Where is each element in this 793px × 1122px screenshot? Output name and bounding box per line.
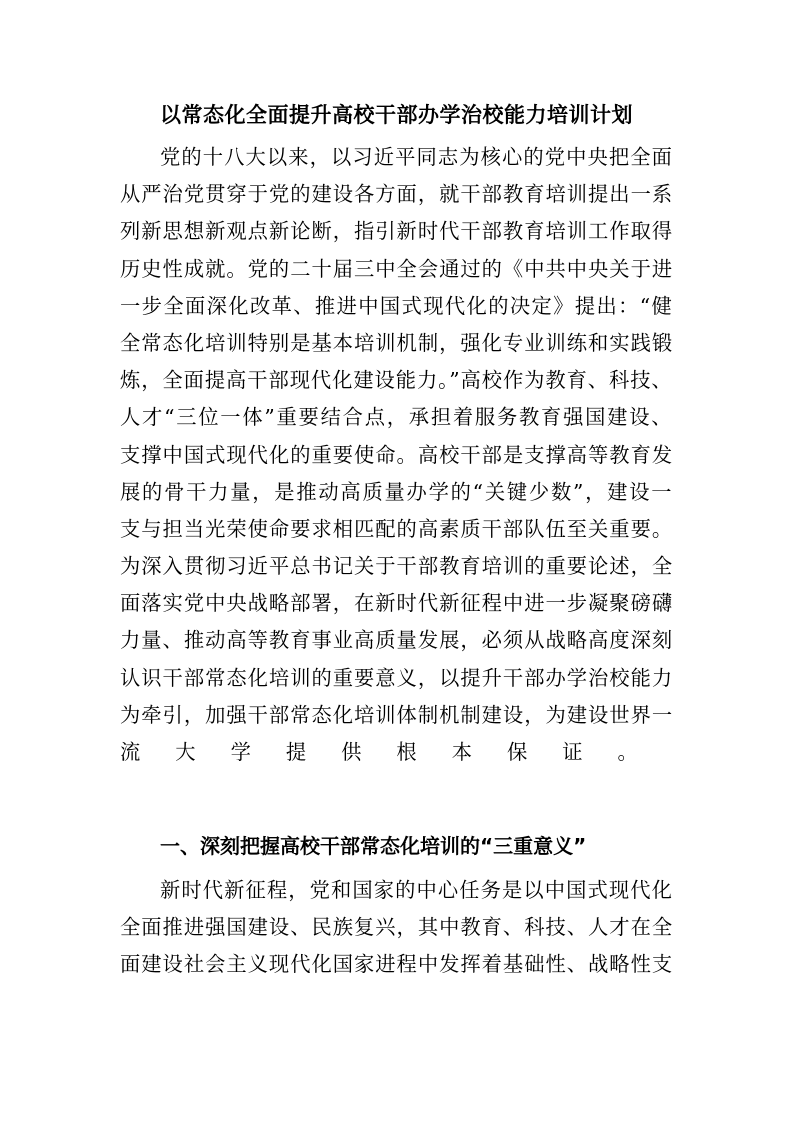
text-line: 面落实党中央战略部署，在新时代新征程中进一步凝聚磅礴 bbox=[120, 591, 674, 616]
text-line: 一步全面深化改革、推进中国式现代化的决定》提出：“健 bbox=[120, 293, 674, 318]
text-line: 力量、推动高等教育事业高质量发展，必须从战略高度深刻 bbox=[120, 628, 674, 653]
text-line: 炼，全面提高干部现代化建设能力。”高校作为教育、科技、 bbox=[120, 368, 673, 393]
text-line: 支与担当光荣使命要求相匹配的高素质干部队伍至关重要。 bbox=[120, 516, 674, 541]
text-line: 流大学提供根本保证。 bbox=[120, 740, 673, 764]
text-line: 人才“三位一体”重要结合点，承担着服务教育强国建设、 bbox=[120, 405, 674, 430]
text-line: 从严治党贯穿于党的建设各方面，就干部教育培训提出一系 bbox=[120, 182, 674, 207]
text-line: 全面推进强国建设、民族复兴，其中教育、科技、人才在全 bbox=[120, 915, 674, 940]
section-heading: 一、深刻把握高校干部常态化培训的“三重意义” bbox=[160, 834, 587, 858]
document-title: 以常态化全面提升高校干部办学治校能力培训计划 bbox=[160, 103, 633, 127]
text-line: 认识干部常态化培训的重要意义，以提升干部办学治校能力 bbox=[120, 665, 674, 690]
paragraph-section1 bbox=[120, 874, 673, 986]
text-line: 新时代新征程，党和国家的中心任务是以中国式现代化 bbox=[160, 878, 673, 902]
text-line: 党的十八大以来，以习近平同志为核心的党中央把全面 bbox=[160, 145, 673, 169]
text-line: 全常态化培训特别是基本培训机制，强化专业训练和实践锻 bbox=[120, 330, 674, 355]
text-line: 列新思想新观点新论断，指引新时代干部教育培训工作取得 bbox=[120, 219, 674, 244]
text-line: 历史性成就。党的二十届三中全会通过的《中共中央关于进 bbox=[120, 256, 674, 281]
text-line: 面建设社会主义现代化国家进程中发挥着基础性、战略性支 bbox=[120, 952, 674, 977]
text-line: 为牵引，加强干部常态化培训体制机制建设，为建设世界一 bbox=[120, 702, 674, 727]
text-line: 展的骨干力量，是推动高质量办学的“关键少数”，建设一 bbox=[120, 479, 674, 504]
text-line: 为深入贯彻习近平总书记关于干部教育培训的重要论述，全 bbox=[120, 554, 674, 579]
text-line: 支撑中国式现代化的重要使命。高校干部是支撑高等教育发 bbox=[120, 442, 674, 467]
paragraph-intro bbox=[120, 141, 673, 773]
